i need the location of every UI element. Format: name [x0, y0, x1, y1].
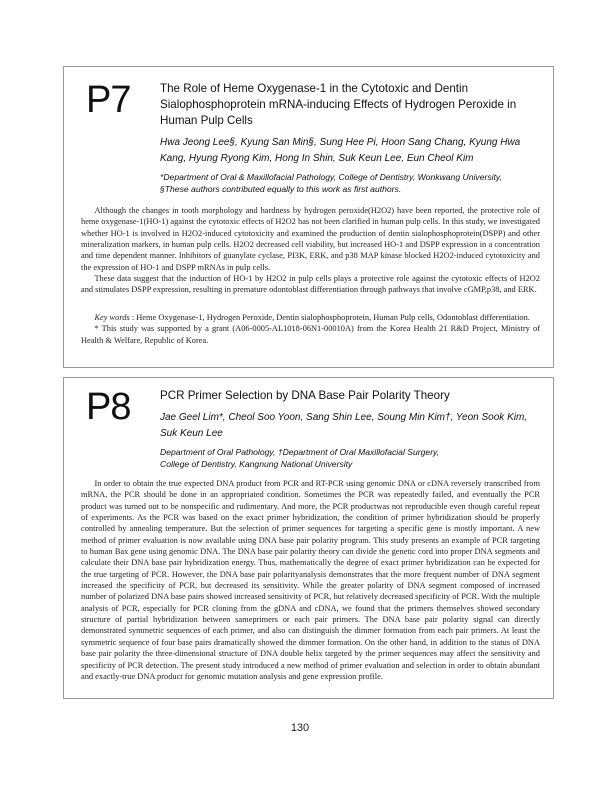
abstract-p8 — [63, 377, 554, 699]
author-list: Hwa Jeong Lee§, Kyung San Min§, Sung Hee Pi, Hoon Sang Chang, Kyung Hwa Kang, Hyung Ryong Kim, Hong In Shin, Suk Keun Lee, Eun Cheol Kim — [160, 137, 521, 164]
abstract-number: P7 — [86, 79, 131, 121]
affiliation — [160, 171, 545, 195]
funding-note: * This study was supported by a grant (A06-0005-AL1018-06N1-00010A) from the Korea Health 21 R&D Project, Ministry of Health & Welfare, Republic of Korea. — [81, 324, 540, 345]
page-number: 130 — [290, 722, 310, 734]
affiliation — [160, 446, 545, 470]
keywords-text: : Heme Oxygenase-1, Hydrogen Peroxide, Dentin sialophosphoprotein, Human Pulp cells, Odontoblast differentiation. — [131, 313, 530, 322]
affiliation-note: §These authors contributed equally to this work as first authors. — [160, 184, 402, 194]
abstract-body — [81, 478, 540, 682]
abstract-title: The Role of Heme Oxygenase-1 in the Cytotoxic and Dentin Sialophosphoprotein mRNA-inducing Effects of Hydrogen Peroxide in Human Pulp Cells — [160, 82, 517, 127]
abstract-number: P8 — [86, 386, 131, 428]
body-paragraph: These data suggest that the induction of HO-1 by H2O2 in pulp cells plays a protective role against the cytotoxic effects of H2O2 and stimulates DSPP expression, resulting in premature odontoblast differentiation through pathways that involve cGMP,p38, and ERK. — [81, 274, 540, 295]
affiliation-line: Department of Oral Pathology, †Department of Oral Maxillofacial Surgery, — [160, 447, 440, 457]
keywords-section — [81, 312, 540, 346]
affiliation-line: College of Dentistry, Kangnung National University — [160, 459, 353, 469]
affiliation-line: *Department of Oral & Maxillofacial Pathology, College of Dentistry, Wonkwang University, — [160, 172, 502, 182]
author-list: Jae Geel Lim*, Cheol Soo Yoon, Sang Shin Lee, Soung Min Kim†, Yeon Sook Kim, Suk Keun Lee — [160, 412, 528, 439]
body-paragraph: Although the changes in tooth morphology and hardness by hydrogen peroxide(H2O2) have been reported, the protective role of heme oxygenase-1(HO-1) against the cytotoxic effects of H2O2 has not been clarified in human pulp cells. In this study, we investigated whether HO-1 is involved in H2O2-induced cytotoxicity and examined the production of dentin sialophosphoprotein(DSPP) and other mineralization markers, in human pulp cells. H2O2 decreased cell viability, but increased HO-1 and DSPP expression in a concentration and time dependent manner. Inhibitors of guanylate cyclase, PI3K, ERK, and p38 MAP kinase blocked H2O2-induced cytotoxicity and the expression of HO-1 and DSPP mRNAs in pulp cells. — [81, 206, 540, 272]
body-paragraph: In order to obtain the true expected DNA product from PCR and RT-PCR using genomic DNA or cDNA reversely transcribed from mRNA, the PCR should be done in an appropriated condition. Sometimes the PCR was repeatedly failed, and eventually the PCR product was turned out to be nonspecific and rudimentary. And more, the PCR productwas not reproducible even though careful repeat of experiments. As the PCR was based on the exact primer hybridization, the condition of primer hybridization should be properly controlled by annealing temperature. But the selection of primer sequences for targeting a specific gene is mostly important. A new method of primer evaluation is now available using DNA base pair polarity program. This study presents an example of PCR targeting to human Bax gene using genomic DNA. The DNA base pair polarity theory can divide the genetic cord into proper DNA segments and calculate their DNA base pair hybridization energy. Thus, mathematically the degree of exact primer hybridization can be expected for the true targeting of PCR. However, the DNA base pair polarityanalysis demonstrates that the more frequent number of DNA segment increased the specificity of PCR, but decreased its sensitivity. While the greater polarity of DNA segment composed of increased number of polarized DNA base pairs showed increased sensitivity of PCR, but relatively decreased specificity of PCR. With the multiple analysis of PCR, especially for PCR cloning from the gDNA and cDNA, we found that the primers themselves showed secondary structure of partial hybridization between sameprimers or each pair primers. The DNA base pair polarity signal can directly demonstrated symmetric sequences of each primer, and also can distinguish the dimmer formation from each pair primers. At least the symmetric sequence of four base pairs dramatically showed the dimmer formation. On the other hand, in addition to the status of DNA base pair polarity the three-dimensional structure of DNA double helix targeted by the primer sequences may affect the sensitivity and specificity of PCR detection. The present study introduced a new method of primer evaluation and selection in order to obtain abundant and exactly-true DNA product for genomic mutation analysis and gene expression profile. — [81, 479, 540, 681]
keywords-label: Key words — [94, 313, 130, 322]
abstract-title: PCR Primer Selection by DNA Base Pair Polarity Theory — [160, 389, 450, 402]
keywords-line — [81, 312, 540, 323]
abstract-p7 — [63, 66, 554, 368]
abstract-body — [81, 205, 540, 296]
